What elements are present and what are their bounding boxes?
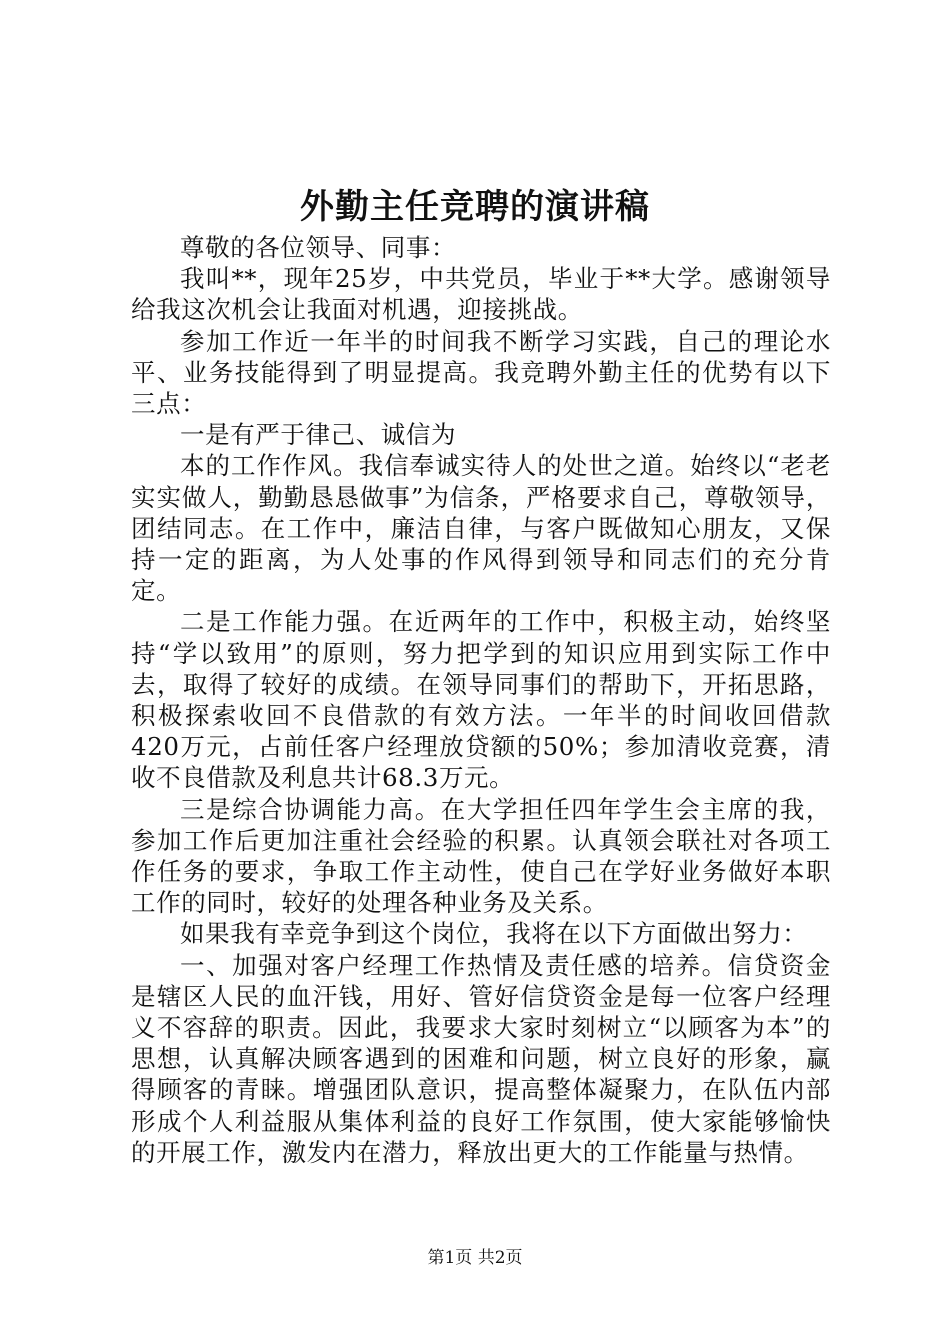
document-body [131, 232, 831, 1168]
paragraph-effort-one: 一、加强对客户经理工作热情及责任感的培养。信贷资金是辖区人民的血汗钱，用好、管好信贷资金是每一位客户经理义不容辞的职责。因此，我要求大家时刻树立“以顾客为本”的思想，认真解决顾客遇到的困难和问题，树立良好的形象，赢得顾客的青睐。增强团队意识，提高整体凝聚力，在队伍内部形成个人利益服从集体利益的良好工作氛围，使大家能够愉快的开展工作，激发内在潜力，释放出更大的工作能量与热情。 [131, 950, 831, 1167]
paragraph-introduction: 我叫**，现年25岁，中共党员，毕业于**大学。感谢领导给我这次机会让我面对机遇，迎接挑战。 [131, 264, 831, 325]
paragraph-point-one: 本的工作作风。我信奉诚实待人的处世之道。始终以“老老实实做人，勤勤恳恳做事”为信条，严格要求自己，尊敬领导，团结同志。在工作中，廉洁自律，与客户既做知心朋友，又保持一定的距离，为人处事的作风得到领导和同志们的充分肯定。 [131, 451, 831, 606]
paragraph-point-one-heading: 一是有严于律己、诚信为 [180, 420, 457, 450]
paragraph-point-two: 二是工作能力强。在近两年的工作中，积极主动，始终坚持“学以致用”的原则，努力把学到的知识应用到实际工作中去，取得了较好的成绩。在领导同事们的帮助下，开拓思路，积极探索收回不良借款的有效方法。一年半的时间收回借款420万元，占前任客户经理放贷额的50%；参加清收竞赛，清收不良借款及利息共计68.3万元。 [131, 607, 831, 793]
page-number-footer: 第1页 共2页 [427, 1248, 523, 1268]
paragraph-point-three: 三是综合协调能力高。在大学担任四年学生会主席的我，参加工作后更加注重社会经验的积累。认真领会联社对各项工作任务的要求，争取工作主动性，使自己在学好业务做好本职工作的同时，较好的处理各种业务及关系。 [131, 794, 831, 918]
paragraph-efforts-intro: 如果我有幸竞争到这个岗位，我将在以下方面做出努力： [180, 919, 808, 949]
paragraph-advantages-intro: 参加工作近一年半的时间我不断学习实践，自己的理论水平、业务技能得到了明显提高。我竞聘外勤主任的优势有以下三点： [131, 326, 831, 419]
document-title: 外勤主任竞聘的演讲稿 [300, 187, 650, 227]
paragraph-salutation: 尊敬的各位领导、同事： [180, 233, 457, 262]
